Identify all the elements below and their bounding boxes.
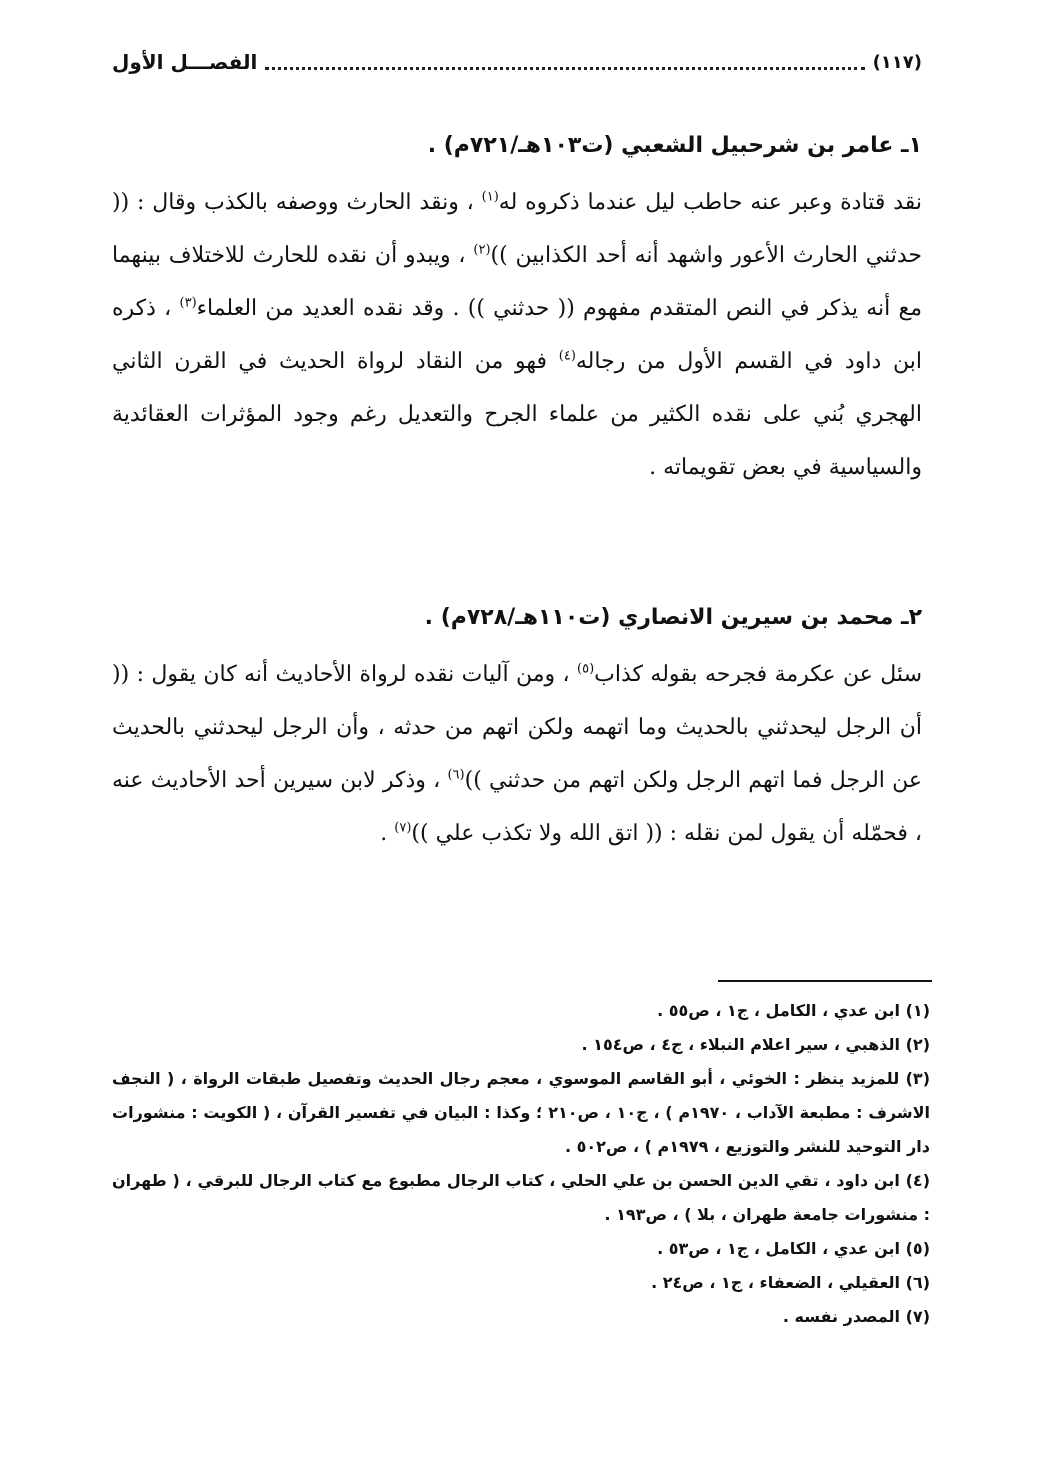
footnote-ref: (٦)	[447, 767, 465, 783]
footnote-separator	[718, 980, 932, 982]
section-paragraph: سئل عن عكرمة فجرحه بقوله كذاب$^{(٥)}$ ، ومن آليات نقده لرواة الأحاديث أنه كان يقول : (( أن الرجل ليحدثني بالحديث وما اتهمه ولكن اتهم من حدثه ، وأن الرجل ليحدثني بالحديث عن الرجل فما اتهم الرجل ولكن اتهم من حدثني ))$^{(٦)}$ ، وذكر لابن سيرين أحد الأحاديث عنه ، فحمّله أن يقول لمن نقله : (( اتق الله ولا تكذب علي ))$^{(٧)}$ .	[112, 661, 923, 846]
footnote-7: (٧) المصدر نفسه .	[782, 1307, 930, 1326]
footnote-3: (٣) للمزيد ينظر : الخوئي ، أبو القاسم الموسوي ، معجم رجال الحديث وتفصيل طبقات الرواة ، ( النجف الاشرف : مطبعة الآداب ، ١٩٧٠م ) ، ج١٠ ، ص٢١٠ ؛ وكذا : البيان في تفسير القرآن ، ( الكويت : منشورات دار التوحيد للنشر والتوزيع ، ١٩٧٩م ) ، ص٥٠٢ .	[112, 1069, 930, 1156]
footnote-ref: (٢)	[473, 242, 491, 258]
section-heading: ١ـ عامر بن شرحبيل الشعبي (ت١٠٣هـ/٧٢١م) .	[427, 133, 922, 158]
running-header	[112, 42, 922, 82]
footnote-ref: (١)	[481, 189, 499, 205]
footnote-1: (١) ابن عدي ، الكامل ، ج١ ، ص٥٥ .	[657, 1001, 930, 1020]
footnotes	[112, 994, 930, 1334]
footnote-ref: (٣)	[179, 295, 197, 311]
footnote-5: (٥) ابن عدي ، الكامل ، ج١ ، ص٥٣ .	[657, 1239, 930, 1258]
footnote-6: (٦) العقيلي ، الضعفاء ، ج١ ، ص٢٤ .	[651, 1273, 930, 1292]
section-paragraph: نقد قتادة وعبر عنه حاطب ليل عندما ذكروه له$^{(١)}$ ، ونقد الحارث ووصفه بالكذب وقال : (( حدثني الحارث الأعور واشهد أنه أحد الكذابين ))$^{(٢)}$ ، ويبدو أن نقده للحارث للاختلاف بينهما مع أنه يذكر في النص المتقدم مفهوم (( حدثني )) . وقد نقده العديد من العلماء$^{(٣)}$ ، ذكره ابن داود في القسم الأول من رجاله$^{(٤)}$ فهو من النقاد لرواة الحديث في القرن الثاني الهجري بُني على نقده الكثير من علماء الجرح والتعديل رغم وجود المؤثرات العقائدية والسياسية في بعض تقويماته .	[112, 189, 922, 480]
footnote-2: (٢) الذهبي ، سير اعلام النبلاء ، ج٤ ، ص١٥٤ .	[581, 1035, 930, 1054]
chapter-title: الفصـــل الأول	[112, 50, 258, 74]
section-shabi	[112, 128, 922, 494]
footnote-ref: (٤)	[558, 348, 576, 364]
section-ibn-sirin	[112, 600, 922, 860]
dot-leader	[265, 67, 864, 70]
footnote-4: (٤) ابن داود ، تقي الدين الحسن بن علي الحلي ، كتاب الرجال مطبوع مع كتاب الرجال للبرقي ، ( طهران : منشورات جامعة طهران ، بلا ) ، ص١٩٣ .	[112, 1171, 930, 1224]
section-heading: ٢ـ محمد بن سيرين الانصاري (ت١١٠هـ/٧٢٨م) .	[424, 605, 922, 630]
footnote-ref: (٥)	[577, 661, 595, 677]
page-number: (١١٧)	[872, 51, 922, 73]
footnote-ref: (٧)	[394, 820, 412, 836]
